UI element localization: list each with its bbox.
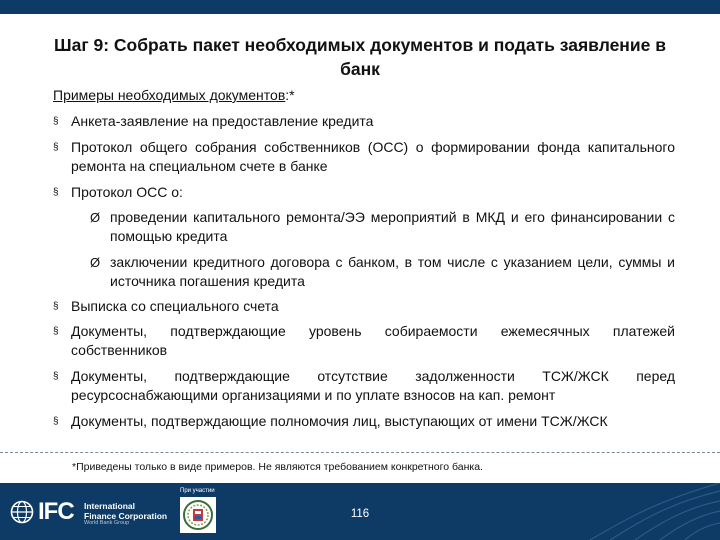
list-item (53, 412, 675, 431)
footer-bar (0, 483, 720, 540)
intro-line (53, 87, 295, 104)
sub-list-item (90, 253, 675, 291)
list-item-text: Протокол общего собрания собственников (ОСС) о формировании фонда капитального ремонта на специальном счете в банке (71, 139, 675, 174)
list-item-text: Документы, подтверждающие отсутствие задолженности ТСЖ/ЖСК перед ресурсоснабжающими организациями и по уплате взносов на кап. ремонт (71, 368, 675, 403)
list-item (53, 297, 675, 316)
footnote: *Приведены только в виде примеров. Не являются требованием конкретного банка. (72, 461, 483, 473)
intro-suffix: :* (285, 87, 295, 103)
decorative-curves (580, 483, 720, 540)
list-item (53, 367, 675, 405)
bullet-icon: § (53, 187, 59, 198)
top-bar (0, 0, 720, 14)
slide-title: Шаг 9: Собрать пакет необходимых документов и подать заявление в банк (54, 35, 666, 79)
ifc-name (84, 501, 167, 521)
list-item (53, 138, 675, 176)
bullet-icon: § (53, 142, 59, 153)
list-item (53, 322, 675, 360)
ifc-name-line1: International (84, 501, 136, 511)
partner-logo (180, 497, 216, 533)
globe-icon (10, 500, 34, 524)
sub-list-item-text: проведении капитального ремонта/ЭЭ мероприятий в МКД и его финансировании с помощью кредита (110, 209, 675, 244)
bullet-icon: § (53, 371, 59, 382)
ifc-letters: IFC (38, 498, 74, 525)
list-item-text: Документы, подтверждающие уровень собираемости ежемесячных платежей собственников (71, 323, 675, 358)
intro-underlined: Примеры необходимых документов (53, 87, 286, 103)
list-item-text: Протокол ОСС о: (71, 184, 183, 200)
bullet-icon: § (53, 416, 59, 427)
arrow-icon: Ø (90, 255, 101, 270)
partner-emblem-icon (180, 497, 216, 533)
ifc-logo (10, 497, 170, 527)
bullet-icon: § (53, 301, 59, 312)
footnote-divider (0, 452, 720, 453)
list-item-text: Выписка со специального счета (71, 298, 279, 314)
page-number: 116 (350, 508, 370, 520)
list-item-text: Документы, подтверждающие полномочия лиц, выступающих от имени ТСЖ/ЖСК (71, 413, 608, 429)
partner-label: При участии (180, 488, 215, 494)
sub-list-item-text: заключении кредитного договора с банком, в том числе с указанием цели, суммы и источника погашения кредита (110, 254, 675, 289)
bullet-icon: § (53, 326, 59, 337)
arrow-icon: Ø (90, 210, 101, 225)
list-item-text: Анкета-заявление на предоставление кредита (71, 113, 374, 129)
ifc-name-line2: Finance Corporation (84, 511, 168, 521)
sub-list-item (90, 208, 675, 246)
list-item (53, 112, 675, 131)
bullet-icon: § (53, 116, 59, 127)
ifc-subtitle: World Bank Group (84, 520, 130, 526)
list-item (53, 183, 675, 202)
